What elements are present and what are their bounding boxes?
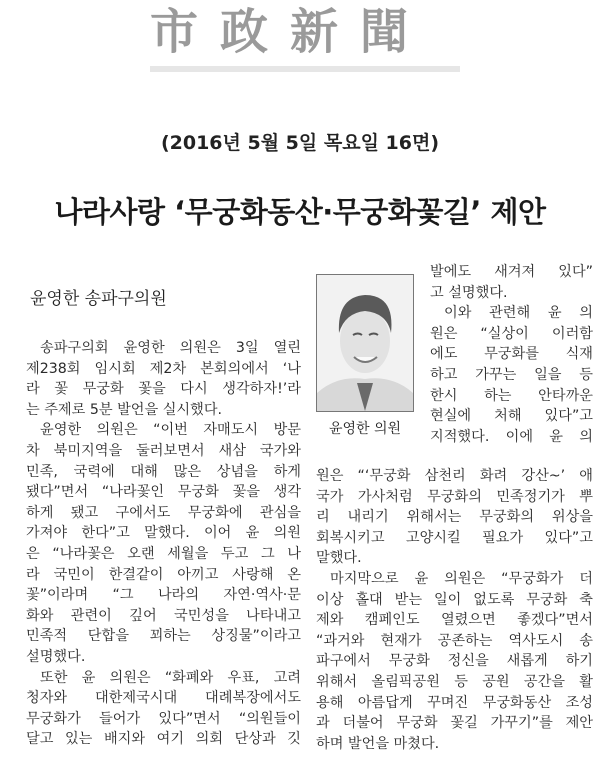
article-text-line: 설명했다. (26, 648, 86, 665)
article-text-line: 꽃”이라며 “그 나라의 자연·역사·문 (26, 587, 301, 604)
article-text-line: 가져야 한다”고 말했다. 이어 윤 의원 (26, 525, 301, 542)
article-text-line: 용해 아름답게 꾸며진 무궁화동산 조성 (316, 694, 593, 711)
article-text-line: 하게 됐고 구에서도 무궁화에 관심을 (26, 504, 301, 521)
article-text-line: 회복시키고 고양시킬 필요가 있다”고 (316, 529, 593, 546)
article-text-line: 제와 캠페인도 열렸으면 좋겠다”면서 (316, 612, 593, 629)
article-text-line: 무궁화가 들어가 있다”면서 “의원들이 (26, 710, 301, 727)
photo-caption: 윤영한 의원 (328, 421, 402, 437)
article-text-line: 달고 있는 배지와 여기 의회 단상과 깃 (26, 731, 301, 748)
article-text-line: 는 주제로 5분 발언을 실시했다. (26, 401, 223, 418)
article-text-line: 라 국민이 한결같이 아끼고 사랑해 온 (26, 566, 301, 583)
article-text-line: 파구에서 무궁화 정신을 새롭게 하기 (316, 653, 593, 670)
article-text-line: 됐다”면서 “나라꽃인 무궁화 꽃을 생각 (26, 484, 301, 501)
article-column-left (26, 338, 301, 750)
publication-date: (2016년 5월 5일 목요일 16면) (160, 132, 440, 154)
article-text-line: 제238회 임시회 제2차 본회의에서 ‘나 (26, 360, 301, 377)
article-text-line: 에도 무궁화를 식재 (430, 346, 593, 363)
article-text-line: 발에도 새겨져 있다” (430, 264, 593, 280)
article-headline: 나라사랑 ‘무궁화동산·무궁화꽃길’ 제안 (54, 195, 546, 229)
article-text-line: 원은 “실상이 이러함 (430, 325, 593, 342)
article-text-line: 마지막으로 윤 의원은 “무궁화가 더 (330, 570, 593, 587)
article-text-line: 청자와 대한제국시대 대례복장에서도 (26, 690, 301, 707)
article-byline: 윤영한 송파구의원 (30, 289, 167, 309)
masthead-rule (150, 66, 460, 72)
article-text-line: 국가 가사처럼 무궁화의 민족정기가 뿌 (316, 488, 593, 505)
article-text-line: 차 북미지역을 둘러보면서 새삼 국가와 (26, 442, 301, 459)
article-column-right-wide (316, 466, 593, 754)
article-text-line: 현실에 처해 있다”고 (430, 408, 593, 425)
article-text-line: 송파구의회 윤영한 의원은 3일 열린 (40, 340, 301, 356)
article-text-line: “과거와 현재가 공존하는 역사도시 송 (316, 632, 593, 649)
article-text-line: 이와 관련해 윤 의 (444, 305, 593, 322)
article-text-line: 민족, 국력에 대해 많은 상념을 하게 (26, 463, 301, 480)
article-text-line: 리 내리기 위해서는 무궁화의 위상을 (316, 509, 593, 526)
councilor-portrait-photo (316, 274, 414, 412)
article-text-line: 화와 관련이 깊어 국민성을 나타내고 (26, 607, 301, 624)
article-text-line: 원은 “‘무궁화 삼천리 화려 강산~’ 애 (316, 468, 593, 484)
article-text-line: 은 “나라꽃은 오랜 세월을 두고 그 나 (26, 545, 301, 562)
article-text-line: 고 설명했다. (430, 284, 508, 301)
article-text-line: 민족적 단합을 꾀하는 상징물”이라고 (26, 628, 301, 645)
article-text-line: 하며 발언을 마쳤다. (316, 735, 440, 752)
article-text-line: 라 꽃 무궁화 꽃을 다시 생각하자!’라 (26, 381, 301, 398)
article-text-line: 이상 홀대 받는 일이 없도록 무궁화 축 (316, 591, 593, 608)
article-column-right-narrow (430, 262, 593, 447)
article-text-line: 윤영한 의원은 “이번 자매도시 방문 (40, 422, 301, 439)
article-text-line: 하고 가꾸는 일을 등 (430, 366, 593, 383)
article-text-line: 한시 하는 안타까운 (430, 387, 593, 404)
article-text-line: 위해서 올림픽공원 등 공원 공간을 활 (316, 673, 593, 690)
newspaper-masthead: 市政新聞 (150, 4, 431, 60)
article-text-line: 과 더불어 무궁화 꽃길 가꾸기”를 제안 (316, 715, 593, 732)
article-text-line: 지적했다. 이에 윤 의 (430, 428, 593, 445)
article-text-line: 또한 윤 의원은 “화폐와 우표, 고려 (40, 669, 301, 686)
article-text-line: 말했다. (316, 550, 362, 567)
